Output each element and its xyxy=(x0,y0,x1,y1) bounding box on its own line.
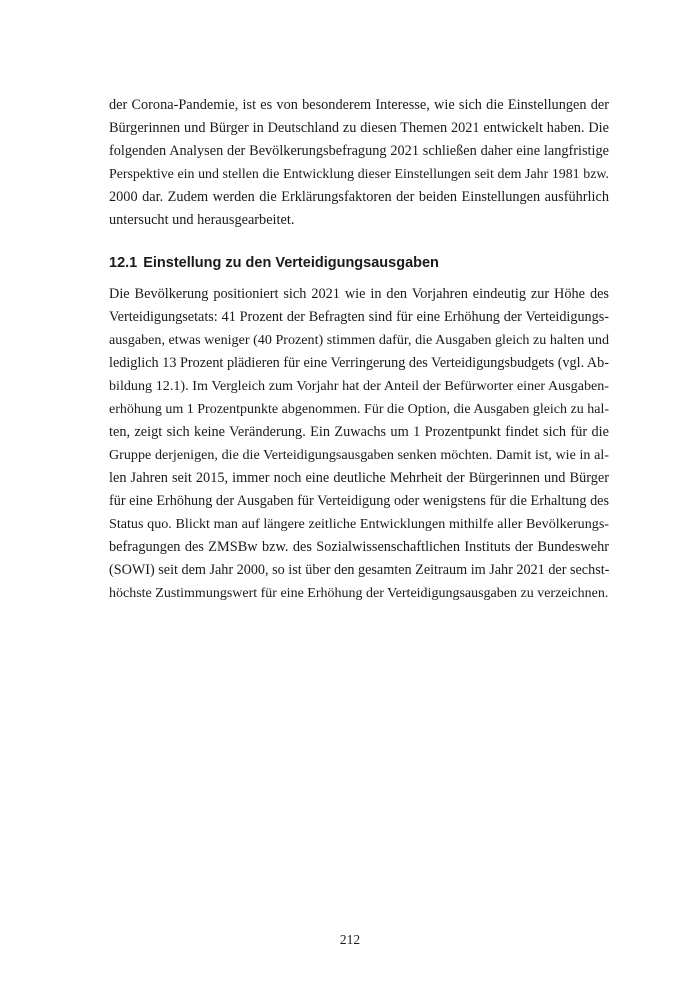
section-heading xyxy=(109,253,609,273)
paragraph-line: len Jahren seit 2015, immer noch eine deutliche Mehrheit der Bürgerinnen und Bürger xyxy=(109,470,609,486)
paragraph-line: ten, zeigt sich keine Veränderung. Ein Zuwachs um 1 Prozentpunkt findet sich für die xyxy=(109,424,609,440)
paragraph-line: 2000 dar. Zudem werden die Erklärungsfaktoren der beiden Einstellungen ausführlich xyxy=(109,189,609,205)
paragraph-line: Status quo. Blickt man auf längere zeitliche Entwicklungen mithilfe aller Bevölkerungs- xyxy=(109,516,609,532)
paragraph-line: der Corona-Pandemie, ist es von besonderem Interesse, wie sich die Einstellungen der xyxy=(109,97,609,113)
paragraph-line: ausgaben, etwas weniger (40 Prozent) stimmen dafür, die Ausgaben gleich zu halten und xyxy=(109,332,609,348)
paragraph-line: lediglich 13 Prozent plädieren für eine Verringerung des Verteidigungsbudgets (vgl. Ab- xyxy=(109,355,609,371)
paragraph-line: befragungen des ZMSBw bzw. des Sozialwissenschaftlichen Instituts der Bundeswehr xyxy=(109,539,609,555)
intro-paragraph xyxy=(109,94,609,232)
paragraph-line: Perspektive ein und stellen die Entwicklung dieser Einstellungen seit dem Jahr 1981 bzw. xyxy=(109,167,609,182)
paragraph-line: Verteidigungsetats: 41 Prozent der Befragten sind für eine Erhöhung der Verteidigungs- xyxy=(109,309,609,325)
paragraph-line: Gruppe derjenigen, die die Verteidigungsausgaben senken möchten. Damit ist, wie in al- xyxy=(109,447,609,463)
paragraph-line: (SOWI) seit dem Jahr 2000, so ist über den gesamten Zeitraum im Jahr 2021 der sechst- xyxy=(109,562,610,578)
section-number: 12.1 xyxy=(109,255,138,271)
section-title: Einstellung zu den Verteidigungsausgaben xyxy=(143,255,439,271)
paragraph-line: höchste Zustimmungswert für eine Erhöhung der Verteidigungsausgaben zu verzeichnen. xyxy=(109,586,609,601)
paragraph-line: folgenden Analysen der Bevölkerungsbefragung 2021 schließen daher eine langfristige xyxy=(109,143,609,159)
paragraph-line: Bürgerinnen und Bürger in Deutschland zu diesen Themen 2021 entwickelt haben. Die xyxy=(109,120,609,136)
paragraph-line: erhöhung um 1 Prozentpunkte abgenommen. Für die Option, die Ausgaben gleich zu hal- xyxy=(109,402,610,417)
page-number: 212 xyxy=(339,932,361,947)
paragraph-line: bildung 12.1). Im Vergleich zum Vorjahr hat der Anteil der Befürworter einer Ausgaben- xyxy=(109,378,609,394)
body-paragraph xyxy=(109,283,609,605)
paragraph-line: Die Bevölkerung positioniert sich 2021 wie in den Vorjahren eindeutig zur Höhe des xyxy=(109,286,609,302)
paragraph-line: untersucht und herausgearbeitet. xyxy=(109,212,295,228)
paragraph-line: für eine Erhöhung der Ausgaben für Verteidigung oder wenigstens für die Erhaltung des xyxy=(109,493,609,509)
